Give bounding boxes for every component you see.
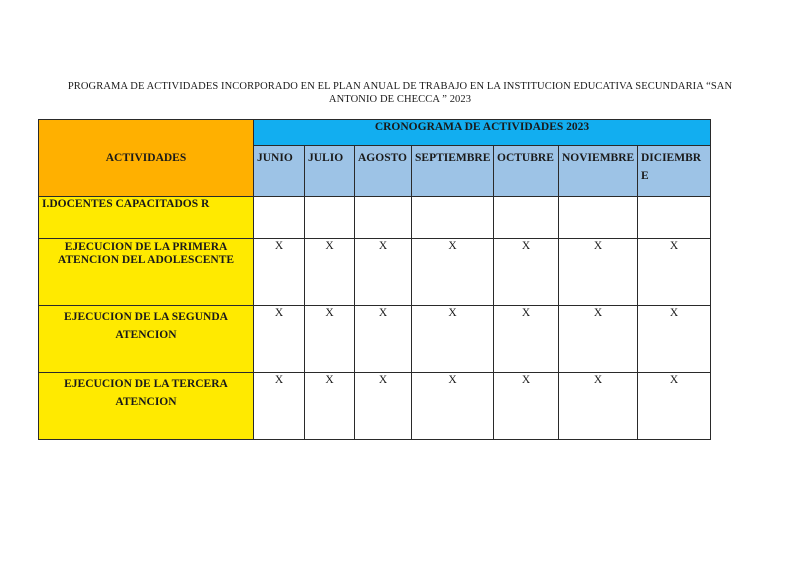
schedule-cell: X: [638, 373, 711, 440]
schedule-cell: X: [254, 373, 305, 440]
month-header: JULIO: [305, 146, 355, 197]
document-title-line-1: PROGRAMA DE ACTIVIDADES INCORPORADO EN EL PLAN ANUAL DE TRABAJO EN LA INSTITUCION EDUCATIVA SECUNDARIA “SAN: [67, 81, 733, 92]
table-header-row: [39, 120, 711, 146]
schedule-cell: X: [412, 239, 494, 306]
schedule-cell: X: [638, 239, 711, 306]
month-header: OCTUBRE: [494, 146, 559, 197]
table-row: [39, 197, 711, 239]
schedule-header: CRONOGRAMA DE ACTIVIDADES 2023: [254, 120, 711, 146]
schedule-cell: X: [305, 373, 355, 440]
schedule-cell: X: [559, 306, 638, 373]
month-header: SEPTIEMBRE: [412, 146, 494, 197]
schedule-cell: [494, 197, 559, 239]
schedule-cell: X: [494, 306, 559, 373]
activity-name: I.DOCENTES CAPACITADOS R: [39, 197, 254, 239]
schedule-cell: X: [494, 373, 559, 440]
document-title: [60, 80, 740, 106]
schedule-cell: [638, 197, 711, 239]
activities-schedule-table: [38, 119, 711, 440]
month-header: DICIEMBRE: [638, 146, 711, 197]
schedule-cell: X: [355, 306, 412, 373]
table-row: [39, 306, 711, 373]
schedule-cell: X: [412, 373, 494, 440]
schedule-cell: X: [254, 239, 305, 306]
schedule-cell: X: [559, 373, 638, 440]
table-row: [39, 239, 711, 306]
schedule-cell: [355, 197, 412, 239]
schedule-cell: [412, 197, 494, 239]
month-header: NOVIEMBRE: [559, 146, 638, 197]
schedule-cell: X: [355, 239, 412, 306]
month-header: JUNIO: [254, 146, 305, 197]
schedule-cell: [254, 197, 305, 239]
activity-name: EJECUCION DE LA SEGUNDA ATENCION: [39, 306, 254, 373]
document-title-line-2: ANTONIO DE CHECCA ” 2023: [328, 94, 472, 105]
schedule-cell: X: [559, 239, 638, 306]
schedule-cell: [559, 197, 638, 239]
activity-name: EJECUCION DE LA TERCERA ATENCION: [39, 373, 254, 440]
table-row: [39, 373, 711, 440]
schedule-cell: X: [254, 306, 305, 373]
schedule-cell: X: [638, 306, 711, 373]
month-header: AGOSTO: [355, 146, 412, 197]
schedule-cell: X: [305, 239, 355, 306]
schedule-cell: X: [305, 306, 355, 373]
schedule-cell: [305, 197, 355, 239]
activity-name: EJECUCION DE LA PRIMERA ATENCION DEL ADOLESCENTE: [39, 239, 254, 306]
schedule-cell: X: [412, 306, 494, 373]
schedule-cell: X: [494, 239, 559, 306]
activities-column-header: ACTIVIDADES: [39, 120, 254, 197]
schedule-cell: X: [355, 373, 412, 440]
